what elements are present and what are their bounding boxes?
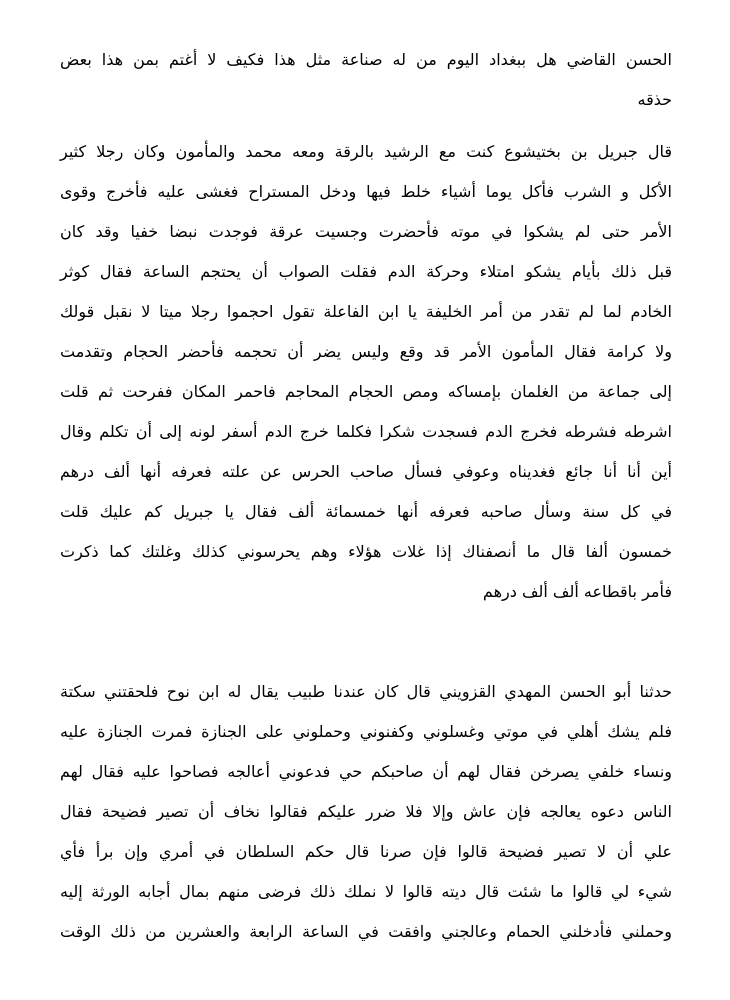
text-line: ونساء خلفي يصرخن فقال لهم أن صاحبكم حي فدعوني أعالجه فصاحوا عليه فقال لهم [60, 762, 672, 781]
text-line: شيء لي قالوا ما شئت قال ديته قالوا لا نملك ذلك فرضى منهم بمال أجابه الورثة إليه [60, 882, 672, 901]
text-line: حدثنا أبو الحسن المهدي القزويني قال كان عندنا طبيب يقال له ابن نوح فلحقتني سكتة [60, 682, 672, 701]
text-line: فلم يشك أهلي في موتي وغسلوني وكفنوني وحملوني على الجنازة فمرت الجنازة عليه [60, 722, 672, 741]
text-line: ولا كرامة فقال المأمون الأمر قد وقع وليس يضر أن تحجمه فأحضر الحجام وتقدمت [60, 342, 672, 361]
text-line: وحملني فأدخلني الحمام وعالجني وافقت في الساعة الرابعة والعشرين من ذلك الوقت [60, 922, 672, 941]
text-line: علي أن لا تصير فضيحة قالوا فإن صرنا قال حكم السلطان في أمري وإن برأ فأي [60, 842, 672, 861]
text-line: إلى جماعة من الغلمان بإمساكه ومص الحجام المحاجم فاحمر المكان ففرحت ثم قلت [60, 382, 672, 401]
text-line: الناس دعوه يعالجه فإن عاش وإلا فلا ضرر عليكم فقالوا نخاف أن تصير فضيحة فقال [60, 802, 672, 821]
text-line: اشرطه فشرطه فخرج الدم فسجدت شكرا فكلما خرج الدم أسفر لونه إلى أن تكلم وقال [60, 422, 672, 441]
text-line: فأمر باقطاعه ألف ألف درهم [482, 582, 672, 601]
text-line: قبل ذلك بأيام يشكو امتلاء وحركة الدم فقلت الصواب أن يحتجم الساعة فقال كوثر [60, 262, 672, 281]
text-line: الخادم لما لم تقدر من أمر الخليفة يا ابن الفاعلة تقول احجموا رجلا ميتا لا نقبل قولك [60, 302, 672, 321]
text-line: أين أنا أنا جائع فغديناه وعوفي فسأل صاحب الحرس عن علته فعرفه أنها ألف درهم [60, 462, 672, 481]
text-line: الأمر حتى لم يشكوا في موته فأحضرت وجسيت عرقة فوجدت نبضا خفيا وقد كان [60, 222, 672, 241]
text-line: حذقه [637, 90, 672, 109]
text-line: في كل سنة وسأل صاحبه فعرفه أنها خمسمائة ألف فقال يا جبريل كم عليك قلت [60, 502, 672, 521]
text-line: الحسن القاضي هل ببغداد اليوم من له صناعة مثل هذا فكيف لا أغتم بمن هذا بعض [60, 50, 672, 69]
text-line: قال جبريل بن بختيشوع كنت مع الرشيد بالرقة ومعه محمد والمأمون وكان رجلا كثير [60, 142, 672, 161]
text-line: الأكل و الشرب فأكل يوما أشياء خلط فيها ودخل المستراح فغشى عليه فأخرج وقوى [60, 182, 672, 201]
text-line: خمسون ألفا قال ما أنصفناك إذا غلات هؤلاء وهم يحرسوني كذلك وغلتك كما ذكرت [60, 542, 672, 561]
